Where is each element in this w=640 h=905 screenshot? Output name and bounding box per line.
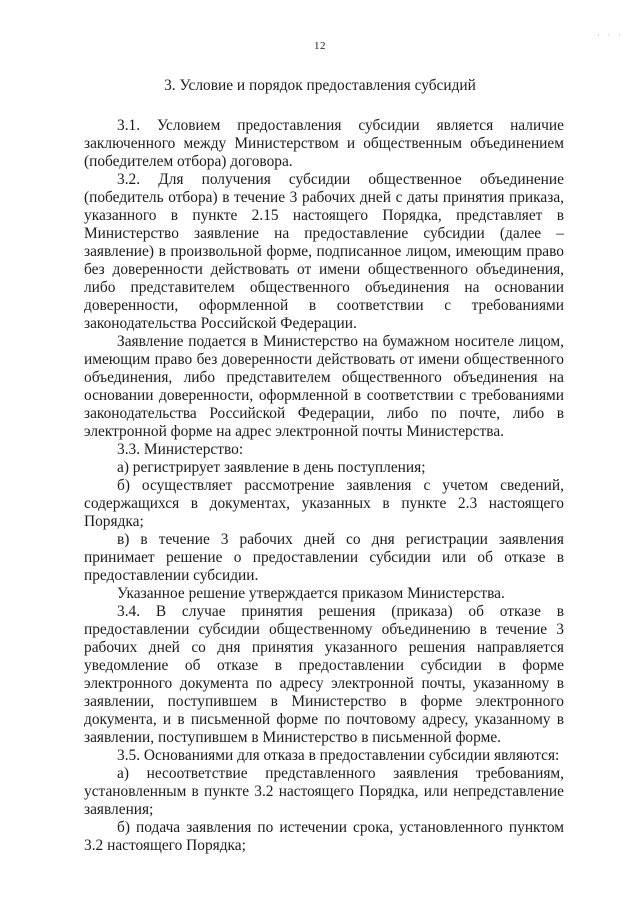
list-item-3-3-a: а) регистрирует заявление в день поступления;	[117, 459, 426, 476]
paragraph-3-4: 3.4. В случае принятия решения (приказа) об отказе в предоставлении субсидии общественному объединению в течение 3 рабочих дней со дня принятия указанного решения направляется уведомление об отказе в предоставлении субсидии в форме электронного документа по адресу электронной почты, указанному в заявлении, поступившем в Министерство в форме электронного документа, и в письменной форме по почтовому адресу, указанному в заявлении, поступившем в Министерство в письменной форме.	[84, 603, 564, 746]
section-title: 3. Условие и порядок предоставления субсидий	[164, 77, 476, 94]
paragraph-3-3: 3.3. Министерство:	[117, 441, 244, 458]
document-body	[84, 117, 564, 855]
list-item-3-5-a: а) несоответствие представленного заявления требованиям, установленным в пункте 3.2 настоящего Порядка, или непредставление заявления;	[84, 765, 564, 818]
paragraph-application-submission: Заявление подается в Министерство на бумажном носителе лицом, имеющим право без доверенности действовать от имени общественного объединения, либо представителем общественного объединения на основании доверенности, оформленной в соответствии с требованиями законодательства Российской Федерации, либо по почте, либо в электронной форме на адрес электронной почты Министерства.	[84, 333, 564, 440]
paragraph-3-1: 3.1. Условием предоставления субсидии является наличие заключенного между Министерством и общественным объединением (победителем отбора) договора.	[84, 117, 564, 170]
list-item-3-3-b: б) осуществляет рассмотрение заявления с учетом сведений, содержащихся в документах, указанных в пункте 2.3 настоящего Порядка;	[84, 477, 564, 530]
list-item-3-3-v: в) в течение 3 рабочих дней со дня регистрации заявления принимает решение о предоставлении субсидии или об отказе в предоставлении субсидии.	[84, 531, 564, 584]
paragraph-3-2: 3.2. Для получения субсидии общественное объединение (победитель отбора) в течение 3 рабочих дней с даты принятия приказа, указанного в пункте 2.15 настоящего Порядка, представляет в Министерство заявление на предоставление субсидии (далее – заявление) в произвольной форме, подписанное лицом, имеющим право без доверенности действовать от имени общественного объединения, либо представителем общественного объединения на основании доверенности, оформленной в соответствии с требованиями законодательства Российской Федерации.	[84, 171, 564, 332]
page-number: 12	[314, 40, 326, 52]
paragraph-decision-approval: Указанное решение утверждается приказом Министерства.	[117, 585, 505, 602]
list-item-3-5-b: б) подача заявления по истечении срока, установленного пунктом 3.2 настоящего Порядка;	[84, 819, 564, 854]
paragraph-3-5: 3.5. Основаниями для отказа в предоставлении субсидии являются:	[117, 747, 560, 764]
scan-edge-mark: · · ·	[597, 31, 624, 40]
